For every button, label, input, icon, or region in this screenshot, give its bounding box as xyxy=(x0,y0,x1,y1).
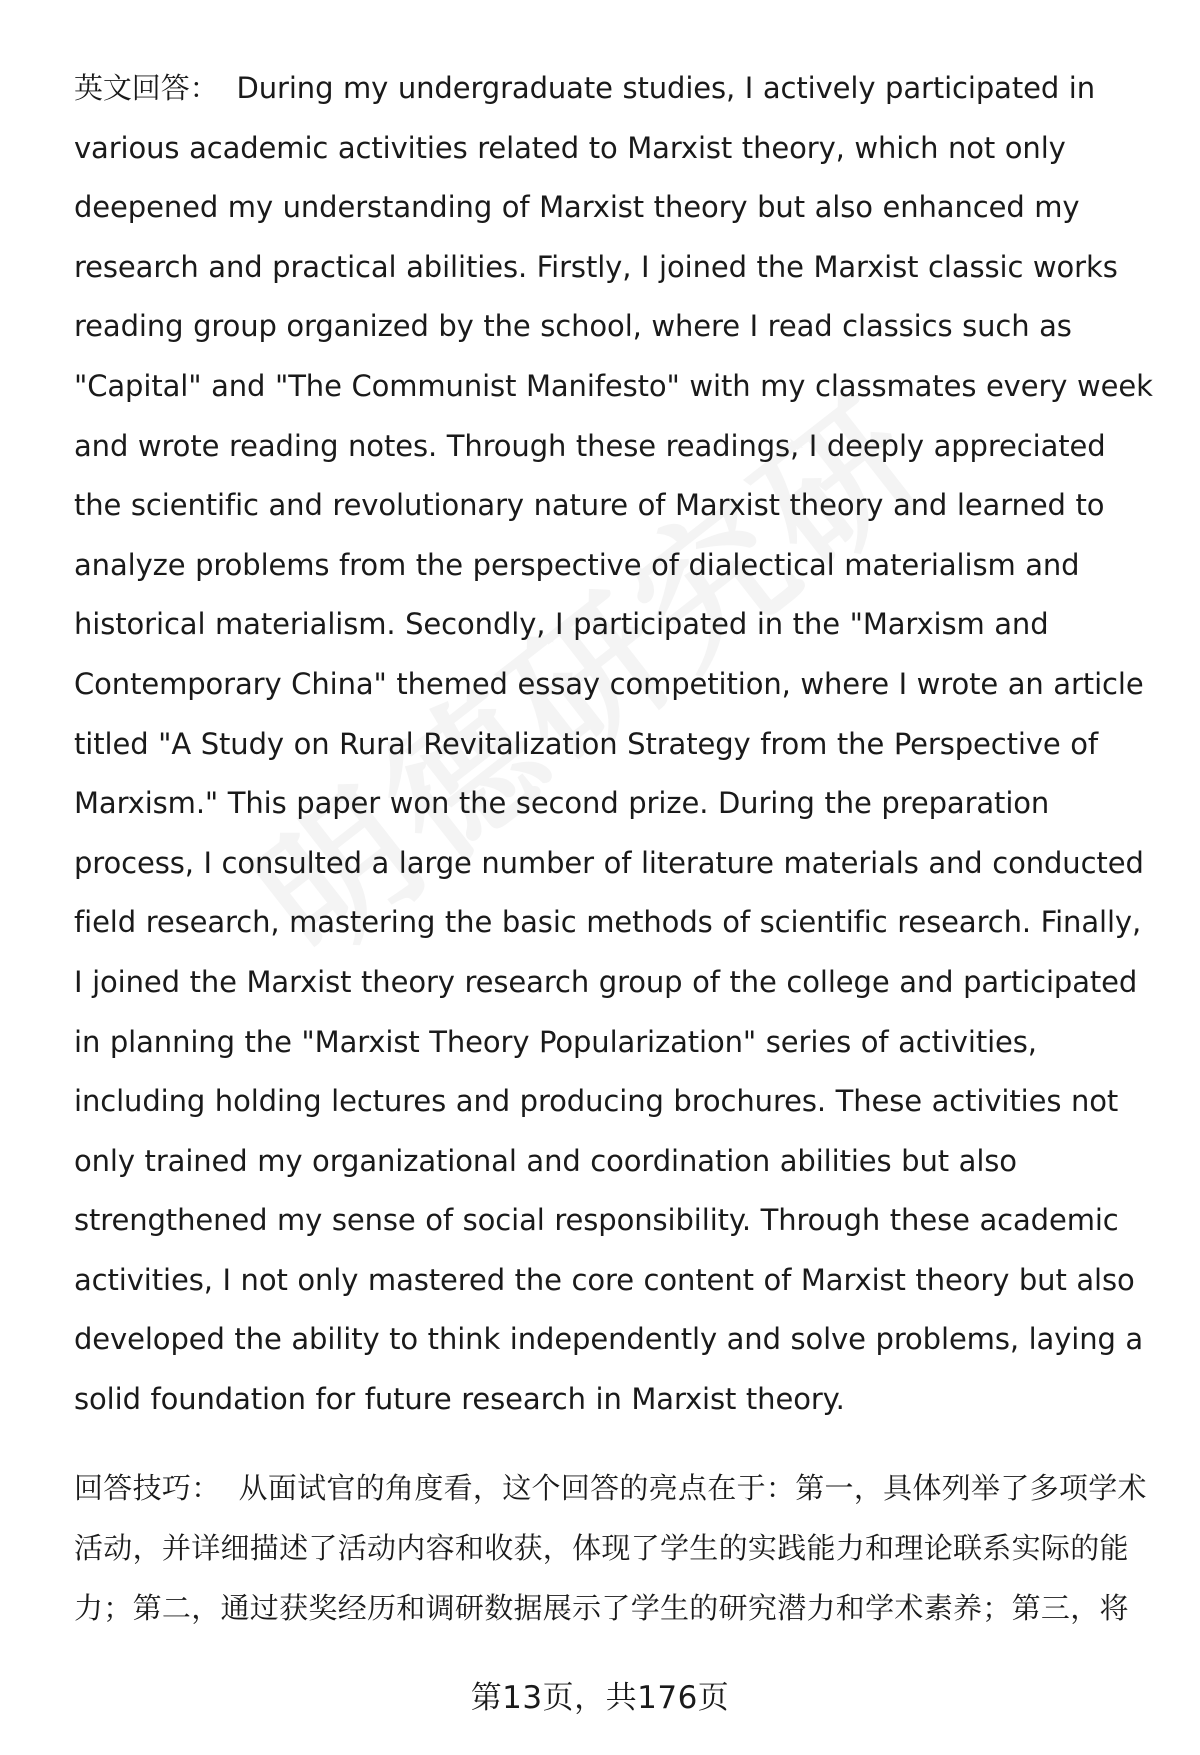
answer-tips-label: 回答技巧： xyxy=(74,1471,221,1505)
english-answer-paragraph xyxy=(74,59,1154,1430)
english-answer-label: 英文回答： xyxy=(74,71,219,105)
answer-tips-text: 从面试官的角度看，这个回答的亮点在于：第一，具体列举了多项学术活动，并详细描述了活动内容和收获，体现了学生的实践能力和理论联系实际的能力；第二，通过获奖经历和调研数据展示了学生的研究潜力和学术素养；第三，将 xyxy=(74,1471,1147,1625)
english-answer-text: During my undergraduate studies, I actively participated in various academic activities related to Marxist theory, which not only deepened my understanding of Marxist theory but also enhanced my research and practical abilities. Firstly, I joined the Marxist classic works reading group organized by the school, where I read classics such as "Capital" and "The Communist Manifesto" with my classmates every week and wrote reading notes. Through these readings, I deeply appreciated the scientific and revolutionary nature of Marxist theory and learned to analyze problems from the perspective of dialectical materialism and historical materialism. Secondly, I participated in the "Marxism and Contemporary China" themed essay competition, where I wrote an article titled "A Study on Rural Revitalization Strategy from the Perspective of Marxism." This paper won the second prize. During the preparation process, I consulted a large number of literature materials and conducted field research, mastering the basic methods of scientific research. Finally, I joined the Marxist theory research group of the college and participated in planning the "Marxist Theory Popularization" series of activities, including holding lectures and producing brochures. These activities not only trained my organizational and coordination abilities but also strengthened my sense of social responsibility. Through these academic activities, I not only mastered the core content of Marxist theory but also developed the ability to think independently and solve problems, laying a solid foundation for future research in Marxist theory. xyxy=(74,71,1153,1417)
answer-tips-paragraph xyxy=(74,1458,1154,1638)
page-number: 第13页，共176页 xyxy=(470,1680,730,1716)
